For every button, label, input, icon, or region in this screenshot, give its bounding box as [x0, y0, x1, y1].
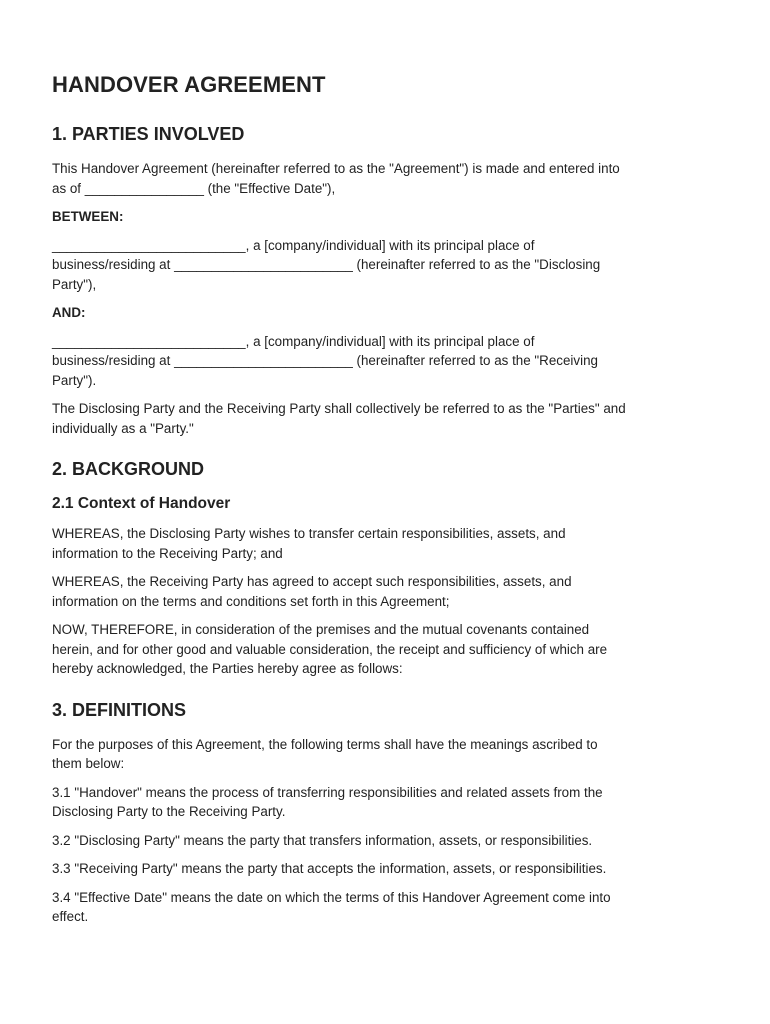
- disclosing-party-paragraph: [52, 236, 724, 295]
- whereas-paragraph: [52, 524, 724, 563]
- text-line: 3.4 "Effective Date" means the date on which the terms of this Handover Agreement come into: [52, 889, 611, 905]
- text-line: business/residing at ________________________ (hereinafter referred to as the "Receiving: [52, 353, 598, 368]
- text-line: __________________________, a [company/individual] with its principal place of: [52, 237, 535, 253]
- section-parties-involved: [52, 123, 724, 438]
- document-page: [52, 72, 724, 936]
- intro-paragraph: [52, 159, 724, 198]
- between-label: BETWEEN:: [52, 209, 124, 224]
- text-line: 3.1 "Handover" means the process of transferring responsibilities and related assets from the: [52, 784, 603, 800]
- text-line: __________________________, a [company/individual] with its principal place of: [52, 333, 535, 349]
- text-line: This Handover Agreement (hereinafter referred to as the "Agreement") is made and entered into: [52, 161, 620, 176]
- subsection-heading: 2.1 Context of Handover: [52, 495, 231, 512]
- text-line: herein, and for other good and valuable consideration, the receipt and sufficiency of which are: [52, 641, 608, 657]
- section-heading: 3. DEFINITIONS: [52, 699, 187, 720]
- text-line: NOW, THEREFORE, in consideration of the premises and the mutual covenants contained: [52, 622, 590, 637]
- and-label: AND:: [52, 305, 86, 320]
- text-line: Party"),: [52, 276, 97, 292]
- section-background: [52, 458, 724, 679]
- text-line: information to the Receiving Party; and: [52, 545, 283, 561]
- definition-item: [52, 888, 724, 927]
- section-definitions: [52, 699, 724, 927]
- definitions-intro: [52, 735, 724, 774]
- whereas-paragraph: [52, 572, 724, 611]
- text-line: business/residing at ________________________ (hereinafter referred to as the "Disclosing: [52, 257, 601, 272]
- definition-item: [52, 783, 724, 822]
- now-therefore-paragraph: [52, 620, 724, 679]
- section-heading: 1. PARTIES INVOLVED: [52, 124, 245, 144]
- definition-item: 3.2 "Disclosing Party" means the party that transfers information, assets, or responsibilities.: [52, 832, 593, 848]
- text-line: hereby acknowledged, the Parties hereby agree as follows:: [52, 661, 403, 676]
- text-line: as of ________________ (the "Effective Date"),: [52, 180, 336, 196]
- text-line: The Disclosing Party and the Receiving Party shall collectively be referred to as the "Parties" and: [52, 401, 626, 416]
- document-title: HANDOVER AGREEMENT: [52, 72, 326, 97]
- receiving-party-paragraph: [52, 332, 724, 391]
- text-line: them below:: [52, 756, 125, 771]
- text-line: Party").: [52, 372, 97, 388]
- text-line: effect.: [52, 909, 89, 924]
- text-line: Disclosing Party to the Receiving Party.: [52, 804, 286, 819]
- text-line: information on the terms and conditions set forth in this Agreement;: [52, 593, 450, 609]
- text-line: WHEREAS, the Receiving Party has agreed to accept such responsibilities, assets, and: [52, 574, 572, 589]
- text-line: WHEREAS, the Disclosing Party wishes to transfer certain responsibilities, assets, and: [52, 526, 566, 541]
- collective-paragraph: [52, 399, 724, 438]
- definition-item: 3.3 "Receiving Party" means the party that accepts the information, assets, or responsibilities.: [52, 861, 607, 876]
- text-line: individually as a "Party.": [52, 420, 194, 436]
- text-line: For the purposes of this Agreement, the following terms shall have the meanings ascribed to: [52, 736, 598, 752]
- section-heading: 2. BACKGROUND: [52, 459, 205, 479]
